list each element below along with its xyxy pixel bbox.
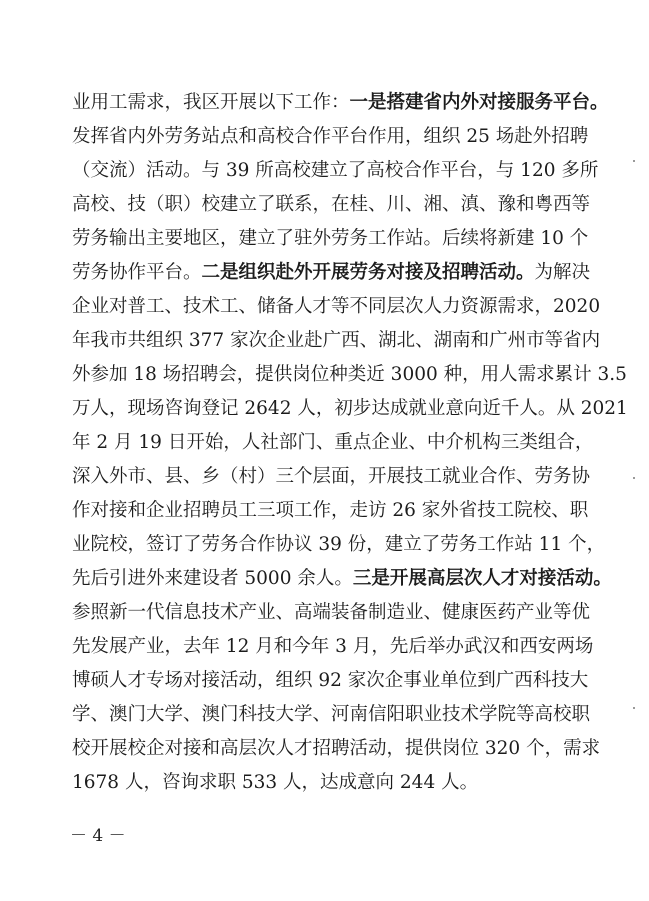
text-line [72,766,584,800]
text-segment: 先发展产业，去年 12 月和今年 3 月，先后举办武汉和西安两场 [72,636,594,657]
text-segment: 深入外市、县、乡（村）三个层面，开展技工就业合作、劳务协 [72,466,591,487]
text-line [72,732,601,766]
text-segment: 为解决 [534,262,591,283]
text-segment: 学、澳门大学、澳门科技大学、河南信阳职业技术学院等高校职 [72,704,591,725]
scan-mark [633,160,635,162]
text-segment: 高校、技（职）校建立了联系，在桂、川、湘、滇、豫和粤西等 [72,194,591,215]
text-segment: 业用工需求，我区开展以下工作： [72,92,350,113]
text-line [72,120,589,154]
text-segment: 发挥省内外劳务站点和高校合作平台作用，组织 25 场赴外招聘 [72,126,589,147]
text-line [72,392,628,426]
text-line [72,562,612,596]
text-segment: 万人，现场咨询登记 2642 人，初步达成就业意向近千人。从 2021 [72,398,628,419]
section-heading: 二是组织赴外开展劳务对接及招聘活动。 [201,262,535,283]
text-segment: 外参加 18 场招聘会，提供岗位种类近 3000 种，用人需求累计 3.5 [72,364,627,385]
text-line [72,494,589,528]
text-segment: 劳务输出主要地区，建立了驻外劳务工作站。后续将新建 10 个 [72,228,589,249]
text-segment: 先后引进外来建设者 5000 余人。 [72,568,353,589]
text-line [72,426,594,460]
text-segment: （交流）活动。与 39 所高校建立了高校合作平台，与 120 多所 [72,160,599,181]
text-segment: 年 2 月 19 日开始，人社部门、重点企业、中介机构三类组合， [72,432,594,453]
text-line [72,596,591,630]
text-segment: 博硕人才专场对接活动，组织 92 家次企事业单位到广西科技大 [72,670,589,691]
text-line [72,222,589,256]
page-number: － 4 － [70,826,126,846]
section-heading: 三是开展高层次人才对接活动。 [352,568,612,589]
text-segment: 参照新一代信息技术产业、高端装备制造业、健康医药产业等优 [72,602,591,623]
text-line [72,528,606,562]
text-segment: 劳务协作平台。 [72,262,202,283]
scan-mark [633,477,635,479]
section-heading: 一是搭建省内外对接服务平台。 [349,92,609,113]
text-line [72,698,591,732]
text-line [72,154,599,188]
text-segment: 企业对普工、技术工、储备人才等不同层次人力资源需求，2020 [72,296,601,317]
text-segment: 作对接和企业招聘员工三项工作，走访 26 家外省技工院校、职 [72,500,589,521]
text-line [72,188,591,222]
scan-mark [633,707,635,709]
text-segment: 年我市共组织 377 家次企业赴广西、湖北、湖南和广州市等省内 [72,330,601,351]
text-line [72,256,591,290]
text-line [72,630,594,664]
text-line [72,358,627,392]
text-line [72,290,601,324]
text-line [72,460,591,494]
text-segment: 校开展校企对接和高层次人才招聘活动，提供岗位 320 个，需求 [72,738,601,759]
text-line [72,86,609,120]
text-segment: 1678 人，咨询求职 533 人，达成意向 244 人。 [72,772,479,793]
text-segment: 业院校，签订了劳务合作协议 39 份，建立了劳务工作站 11 个， [72,534,606,555]
text-line [72,324,601,358]
text-line [72,664,589,698]
